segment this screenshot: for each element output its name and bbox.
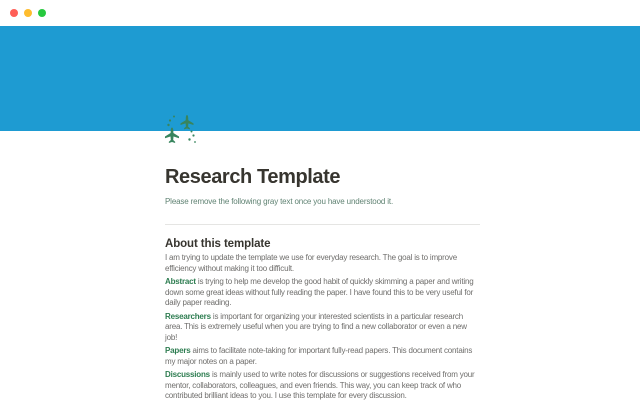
paragraph[interactable]: Researchers is important for organizing your interested scientists in a particular research area. This is extremely useful when you are trying to find a new collaborator or even a new job! xyxy=(165,311,467,342)
airplanes-icon xyxy=(161,109,199,147)
minimize-window-button[interactable] xyxy=(24,9,32,17)
zoom-window-button[interactable] xyxy=(38,9,46,17)
paragraph[interactable]: Abstract is trying to help me develop the good habit of quickly skimming a paper and writing down some great ideas without fully reading the paper. I have found this to be very useful for daily paper reading. xyxy=(165,277,474,307)
page-body xyxy=(165,167,480,402)
keyword-text: Discussions xyxy=(165,370,210,379)
instruction-text[interactable]: Please remove the following gray text once you have understood it. xyxy=(165,197,394,206)
airplanes-page-icon[interactable] xyxy=(161,109,199,147)
keyword-text: Abstract xyxy=(165,277,196,286)
keyword-text: Papers xyxy=(165,346,191,355)
close-window-button[interactable] xyxy=(10,9,18,17)
page-cover-image[interactable] xyxy=(0,26,640,131)
keyword-text: Researchers xyxy=(165,311,211,321)
page-title[interactable]: Research Template xyxy=(165,166,341,188)
paragraph[interactable]: Papers aims to facilitate note-taking for important fully-read papers. This document contains my major notes on a paper. xyxy=(165,346,473,366)
paragraph[interactable]: Discussions is mainly used to write notes for discussions or suggestions received from your mentor, collaborators, colleagues, and even friends. This way, you can keep track of who contributed brilliant ideas to you. I use this template for every discussion. xyxy=(165,370,475,400)
window-titlebar xyxy=(0,0,640,26)
paragraph-list xyxy=(165,253,480,402)
section-heading[interactable]: About this template xyxy=(165,238,271,250)
divider xyxy=(165,224,480,225)
paragraph[interactable]: I am trying to update the template we use for everyday research. The goal is to improve efficiency without making it too difficult. xyxy=(165,253,457,273)
